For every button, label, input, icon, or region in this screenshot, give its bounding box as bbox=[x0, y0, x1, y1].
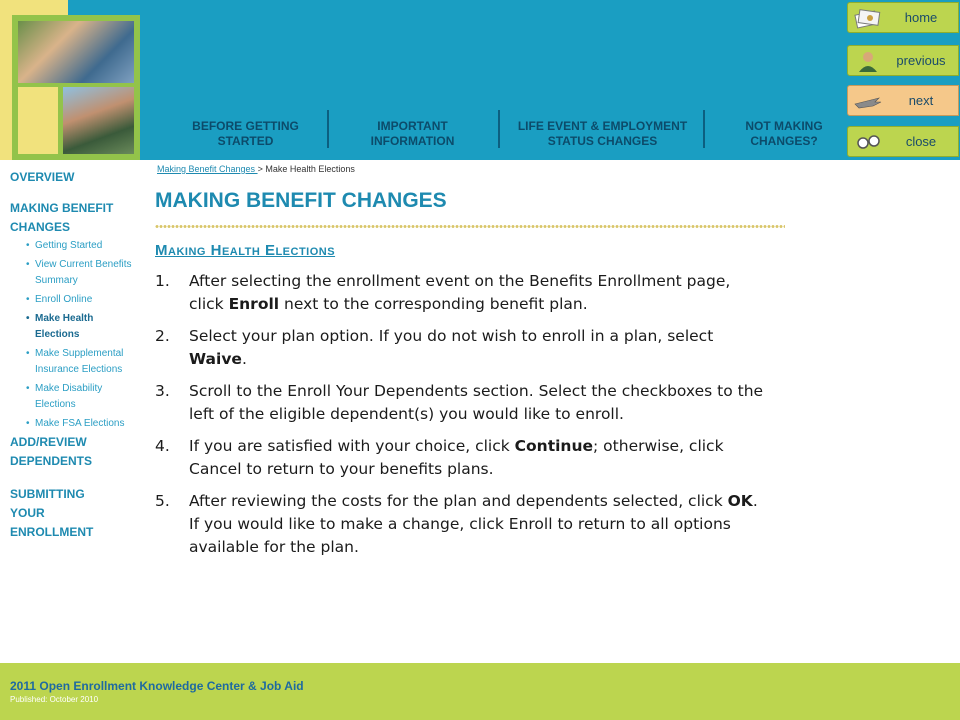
footer-title: 2011 Open Enrollment Knowledge Center & Job Aid bbox=[10, 679, 304, 693]
logo-photo-healthy-eating bbox=[18, 21, 134, 83]
nav-item-supplemental-insurance[interactable]: • Make Supplemental Insurance Elections bbox=[26, 348, 124, 375]
papers-icon bbox=[853, 7, 883, 29]
page-title: MAKING BENEFIT CHANGES bbox=[155, 189, 447, 212]
title-divider bbox=[155, 224, 785, 229]
header bbox=[0, 0, 960, 160]
nav-submitting-enrollment[interactable]: SUBMITTING YOUR ENROLLMENT bbox=[10, 487, 94, 539]
footer-published-date: Published: October 2010 bbox=[10, 695, 99, 704]
nav-item-fsa-elections[interactable]: • Make FSA Elections bbox=[26, 418, 125, 429]
breadcrumb-link[interactable]: Making Benefit Changes bbox=[157, 164, 258, 174]
nav-item-disability-elections[interactable]: • Make Disability Elections bbox=[26, 383, 103, 410]
instruction-steps bbox=[155, 270, 765, 568]
previous-label: previous bbox=[896, 53, 946, 68]
nav-item-enroll-online[interactable]: • Enroll Online bbox=[26, 294, 93, 305]
topnav-divider bbox=[703, 110, 705, 148]
logo-photo-family bbox=[63, 87, 134, 154]
nav-overview[interactable]: OVERVIEW bbox=[10, 170, 75, 184]
next-label: next bbox=[908, 93, 934, 108]
step-item: 2. Select your plan option. If you do not wish to enroll in a plan, select Waive. bbox=[155, 327, 714, 368]
nav-add-review-dependents[interactable]: ADD/REVIEW DEPENDENTS bbox=[10, 435, 93, 468]
nav-item-make-health-elections[interactable]: • Make Health Elections bbox=[26, 313, 94, 340]
breadcrumb-current: > Make Health Elections bbox=[257, 164, 355, 174]
nav-item-view-benefits-summary[interactable]: • View Current Benefits Summary bbox=[26, 259, 132, 286]
glasses-icon bbox=[853, 131, 883, 153]
close-label: close bbox=[905, 134, 937, 149]
plane-icon bbox=[853, 90, 883, 112]
step-item: 3. Scroll to the Enroll Your Dependents section. Select the checkboxes to the left of the eligible dependent(s) you would like to enroll. bbox=[155, 382, 764, 423]
close-button[interactable] bbox=[847, 126, 959, 157]
logo-color-block bbox=[18, 87, 58, 154]
section-title: Making Health Elections bbox=[155, 242, 336, 259]
left-navigation bbox=[0, 160, 140, 663]
step-item: 4. If you are satisfied with your choice, click Continue; otherwise, click Cancel to return to your benefits plans. bbox=[155, 437, 724, 478]
breadcrumb bbox=[157, 164, 355, 174]
topnav-divider bbox=[327, 110, 329, 148]
nav-making-benefit-changes[interactable]: MAKING BENEFIT CHANGES bbox=[10, 201, 114, 234]
next-button[interactable] bbox=[847, 85, 959, 116]
topnav-life-event-status-changes[interactable]: LIFE EVENT & EMPLOYMENT STATUS CHANGES bbox=[517, 119, 688, 148]
footer bbox=[0, 663, 960, 720]
step-item: 5. After reviewing the costs for the plan and dependents selected, click OK. If you would like to make a change, click Enroll to return to all options available for the plan. bbox=[155, 492, 758, 556]
topnav-important-information[interactable]: IMPORTANT INFORMATION bbox=[370, 119, 455, 148]
previous-button[interactable] bbox=[847, 45, 959, 76]
home-label: home bbox=[904, 10, 938, 25]
home-button[interactable] bbox=[847, 2, 959, 33]
topnav-before-getting-started[interactable]: BEFORE GETTING STARTED bbox=[192, 119, 299, 148]
topnav-divider bbox=[498, 110, 500, 148]
step-item: 1. After selecting the enrollment event on the Benefits Enrollment page, click Enroll next to the corresponding benefit plan. bbox=[155, 272, 731, 313]
person-icon bbox=[853, 50, 883, 72]
logo bbox=[12, 15, 140, 160]
nav-item-getting-started[interactable]: • Getting Started bbox=[26, 240, 103, 251]
topnav-not-making-changes[interactable]: NOT MAKING CHANGES? bbox=[745, 119, 823, 148]
